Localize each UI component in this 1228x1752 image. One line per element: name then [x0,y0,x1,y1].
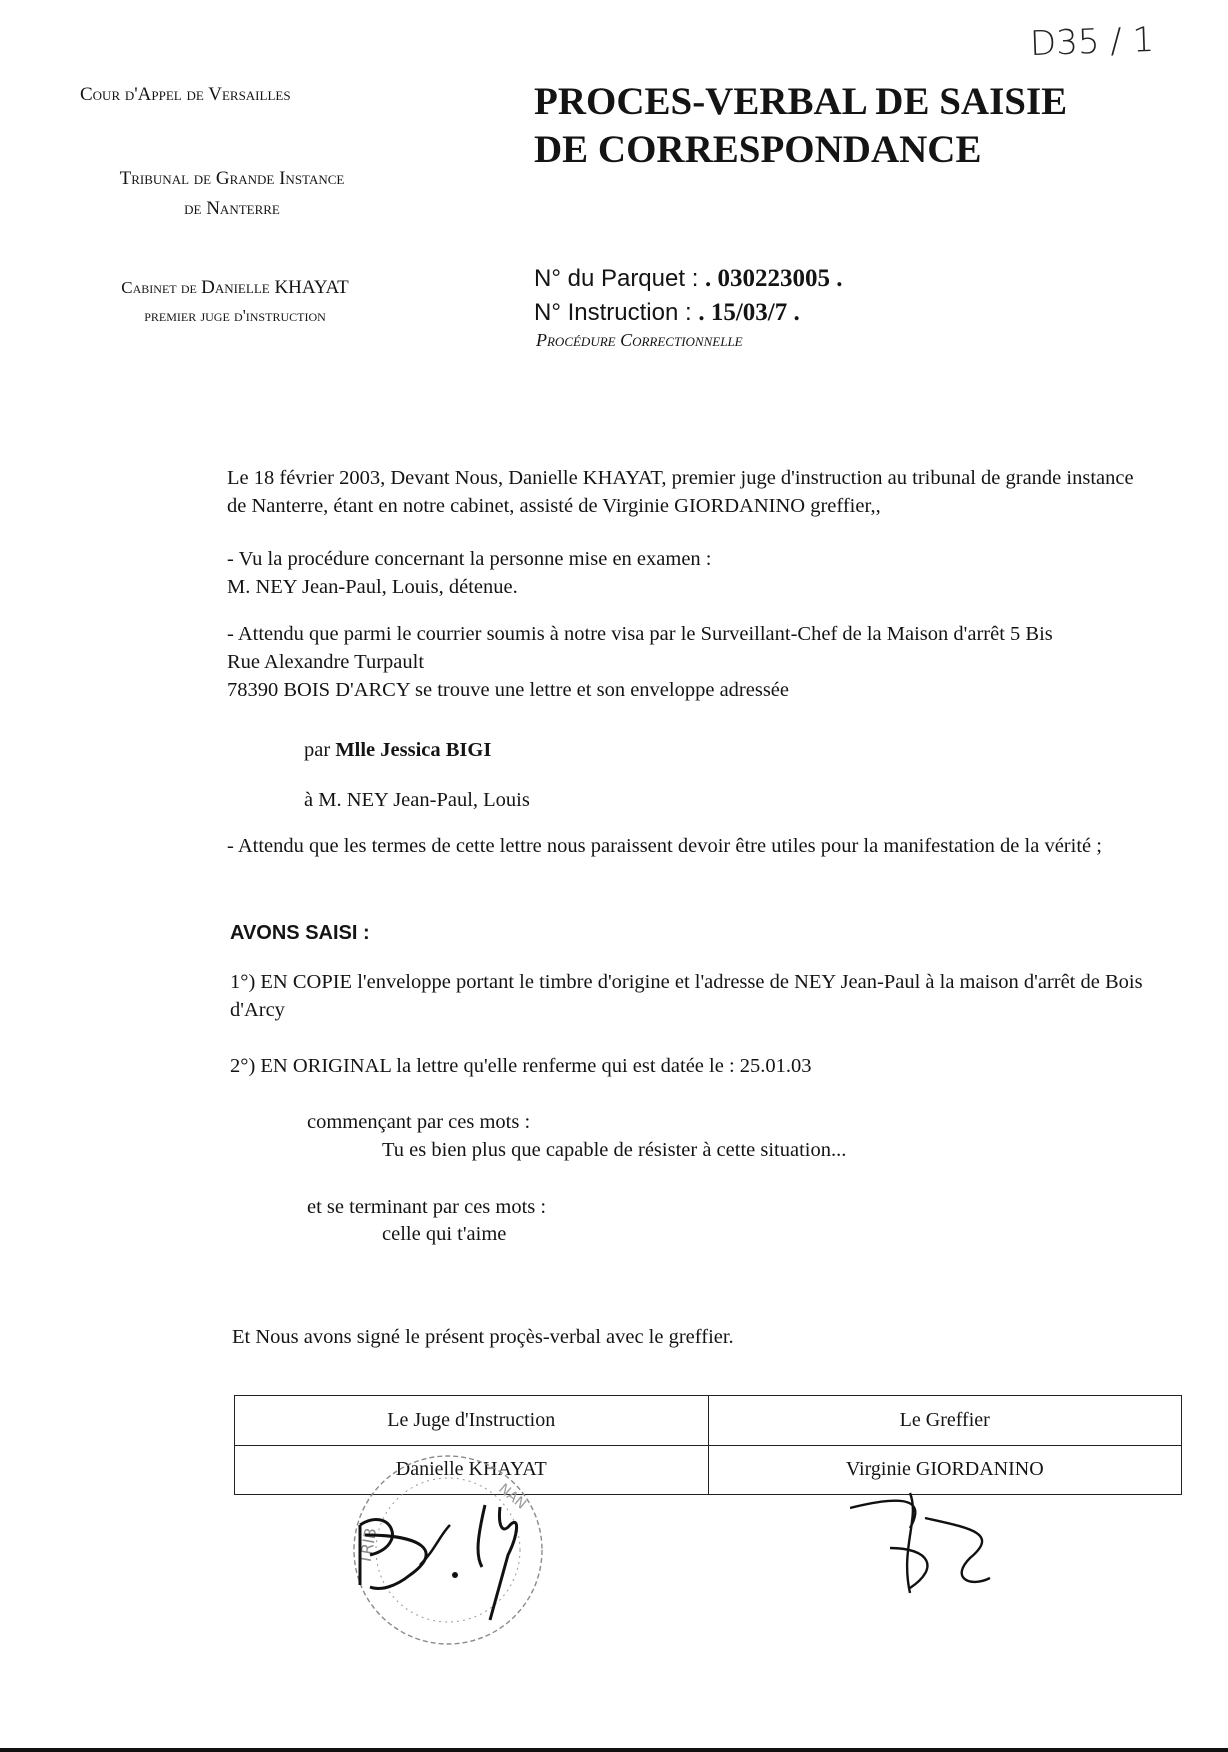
vu-line-2: M. NEY Jean-Paul, Louis, détenue. [227,576,518,598]
parquet-number [534,262,843,296]
ending-text: celle qui t'aime [382,1223,507,1245]
vu-line-1: - Vu la procédure concernant la personne mise en examen : [227,548,712,570]
attendu1-line-2: Rue Alexandre Turpault [227,651,425,673]
title-line-1: PROCES-VERBAL DE SAISIE [534,80,1068,123]
judge-signature [350,1495,610,1645]
clerk-signature [850,1488,1050,1598]
clerk-title-cell: Le Greffier [708,1396,1182,1446]
parquet-label: N° du Parquet : [534,265,706,292]
sender-prefix: par [304,739,336,761]
cabinet-role: premier juge d'instruction [144,306,326,325]
svg-text:NAN: NAN [495,1480,530,1513]
case-references [534,262,843,330]
attendu-paragraph-2: - Attendu que les termes de cette lettre nous paraissent devoir être utiles pour la manifestation de la vérité ; [227,835,1102,857]
attendu-paragraph-1 [227,620,1157,704]
recipient-line: à M. NEY Jean-Paul, Louis [304,789,530,811]
attendu1-line-1: - Attendu que parmi le courrier soumis à notre visa par le Surveillant-Chef de la Maison d'arrêt 5 Bis [227,623,1053,645]
handwritten-reference: D35 / 1 [1029,19,1155,65]
parquet-value: . 030223005 . [705,265,843,292]
sender-line [304,736,491,764]
cabinet-line [80,274,390,302]
instruction-value: . 15/03/7 . [698,299,800,326]
tribunal-line-1: Tribunal de Grande Instance [119,168,345,189]
scan-bottom-edge [0,1748,1228,1752]
tribunal-line-2: de Nanterre [184,198,280,219]
tribunal-name [57,164,407,224]
vu-paragraph [227,545,712,601]
clerk-name-cell: Virginie GIORDANINO [708,1445,1182,1495]
instruction-label: N° Instruction : [534,299,699,326]
sender-name: Mlle Jessica BIGI [335,739,492,761]
signature-statement: Et Nous avons signé le présent proçès-verbal avec le greffier. [232,1326,734,1348]
cabinet-judge: Danielle KHAYAT [201,277,349,298]
ending-label: et se terminant par ces mots : [307,1196,547,1218]
svg-text:TRIB: TRIB [355,1526,381,1566]
cabinet-prefix: Cabinet de [121,278,197,297]
cabinet-block [80,274,390,330]
seized-item-1: 1°) EN COPIE l'enveloppe portant le timbre d'origine et l'adresse de NEY Jean-Paul à la maison d'arrêt de Bois d'Arcy [230,971,1143,1021]
procedure-type: Procédure Correctionnelle [536,330,743,350]
avons-saisi-heading: AVONS SAISI : [230,922,370,944]
beginning-label: commençant par ces mots : [307,1111,531,1133]
beginning-text: Tu es bien plus que capable de résister à cette situation... [382,1139,847,1161]
judge-title-cell: Le Juge d'Instruction [235,1396,709,1446]
instruction-number [534,296,843,330]
document-title [534,78,1174,174]
seized-item-2: 2°) EN ORIGINAL la lettre qu'elle renferme qui est datée le : 25.01.03 [230,1055,812,1077]
attendu1-line-3: 78390 BOIS D'ARCY se trouve une lettre et son enveloppe adressée [227,679,789,701]
court-name: Cour d'Appel de Versailles [80,84,291,105]
signature-titles-row [235,1396,1182,1446]
title-line-2: DE CORRESPONDANCE [534,128,982,171]
judge-name-cell: Danielle KHAYAT [235,1445,709,1495]
intro-paragraph: Le 18 février 2003, Devant Nous, Danielle KHAYAT, premier juge d'instruction au tribunal de grande instance de Nanterre, étant en notre cabinet, assisté de Virginie GIORDANINO greffier,, [227,467,1134,517]
